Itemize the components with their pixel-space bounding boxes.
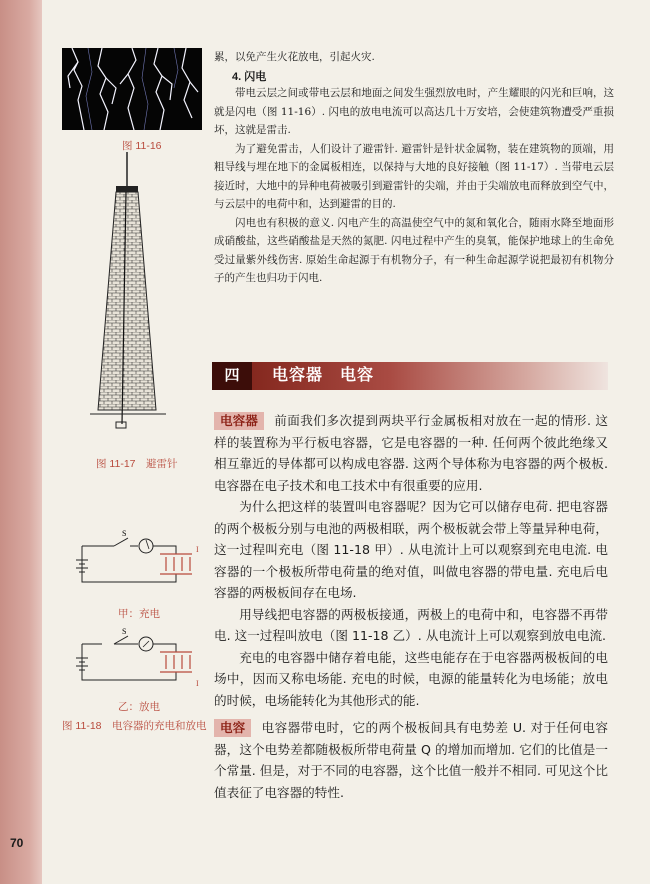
figure-11-17-caption: 图 11-17 避雷针: [96, 458, 178, 470]
paragraph-text: 前面我们多次提到两块平行金属板相对放在一起的情形. 这样的装置称为平行板电容器，它是电容器的一种. 任何两个彼此绝缘又相互靠近的导体都可以构成电容器. 这两个导体称为电容器的两个极板. 电容器在电子技术和电工技术中有很重要的应用.: [214, 413, 608, 493]
lead-line: 累，以免产生火花放电，引起火灾.: [214, 51, 375, 63]
term-tag-capacitor: 电容器: [214, 412, 264, 430]
page-number: 70: [10, 836, 24, 850]
energy-paragraph: 充电的电容器中储存着电能，这些电能存在于电容器两极板间的电场中，因而又称电场能. 充电的时候，电源的能量转化为电场能；放电的时候，电场能转化为其他形式的能.: [214, 649, 608, 708]
section-header: [212, 362, 608, 390]
section-number: 四: [212, 362, 252, 390]
lightning-bolts: [62, 48, 202, 130]
figure-11-18-yi-label: 乙：放电: [118, 701, 160, 713]
svg-text:I: I: [196, 545, 199, 554]
figure-11-16-caption: 图 11-16: [122, 140, 162, 152]
page-margin-bar: [0, 0, 42, 884]
discharging-paragraph: 用导线把电容器的两极板接通，两极上的电荷中和，电容器不再带电. 这一过程叫放电（图 11-18 乙）. 从电流计上可以观察到放电电流.: [214, 606, 608, 643]
capacitor-section-text: [214, 410, 608, 803]
switch-label: S: [122, 529, 127, 538]
section-title: 电容器 电容: [272, 367, 375, 384]
capacitor-paragraph: [214, 410, 608, 496]
lightning-rod-chimney-illustration: [82, 152, 172, 432]
switch-label: S: [122, 627, 127, 636]
term-tag-capacitance: 电容: [214, 719, 251, 737]
lightning-section-text: [214, 84, 614, 288]
figure-11-18-jia-label: 甲：充电: [118, 608, 160, 620]
lightning-photo: [62, 48, 202, 130]
capacitance-paragraph: [214, 717, 608, 803]
lightning-paragraph: 带电云层之间或带电云层和地面之间发生强烈放电时，产生耀眼的闪光和巨响，这就是闪电（图 11-16）. 闪电的放电电流可以高达几十万安培，会使建筑物遭受严重损坏，这就是雷击.: [214, 87, 614, 136]
lightning-heading: 4. 闪电: [232, 71, 267, 83]
svg-text:I: I: [196, 679, 199, 688]
lightning-paragraph: 闪电也有积极的意义. 闪电产生的高温使空气中的氮和氧化合，随雨水降至地面形成硝酸盐，这些硝酸盐是天然的氮肥. 闪电过程中产生的臭氧，能保护地球上的生命免受过量紫外线伤害. 原始生命起源于有机物分子，有一种生命起源学说把最初有机物分子的产生也归功于闪电.: [214, 216, 614, 284]
previous-text-tail: [214, 48, 594, 67]
figure-11-18-caption: 图 11-18 电容器的充电和放电: [62, 720, 207, 732]
discharging-circuit-diagram: [66, 626, 206, 698]
charging-circuit-diagram: [66, 528, 206, 600]
charging-paragraph: 为什么把这样的装置叫电容器呢？因为它可以储存电荷. 把电容器的两个极板分别与电池的两极相联，两个极板就会带上等量异种电荷，这一过程叫充电（图 11-18 甲）. 从电流计上可以观察到充电电流. 电容器的一个极板所带电荷量的绝对值，叫做电容器的带电量. 充电后电容器的两极板间存在电场.: [214, 499, 608, 600]
paragraph-text: 电容器带电时，它的两个极板间具有电势差 U. 对于任何电容器，这个电势差都随极板所带电荷量 Q 的增加而增加. 它们的比值是一个常量. 但是，对于不同的电容器，这个比值一般并不相同. 可见这个比值表征了电容器的特性.: [214, 720, 608, 800]
lightning-paragraph: 为了避免雷击，人们设计了避雷针. 避雷针是针状金属物，装在建筑物的顶端，用粗导线与埋在地下的金属板相连，以保持与大地的良好接触（图 11-17）. 当带电云层接近时，大地中的异种电荷被吸引到避雷针的尖端，并由于尖端放电而释放到空气中，与云层中的电荷中和，达到避雷的目的.: [214, 142, 614, 210]
